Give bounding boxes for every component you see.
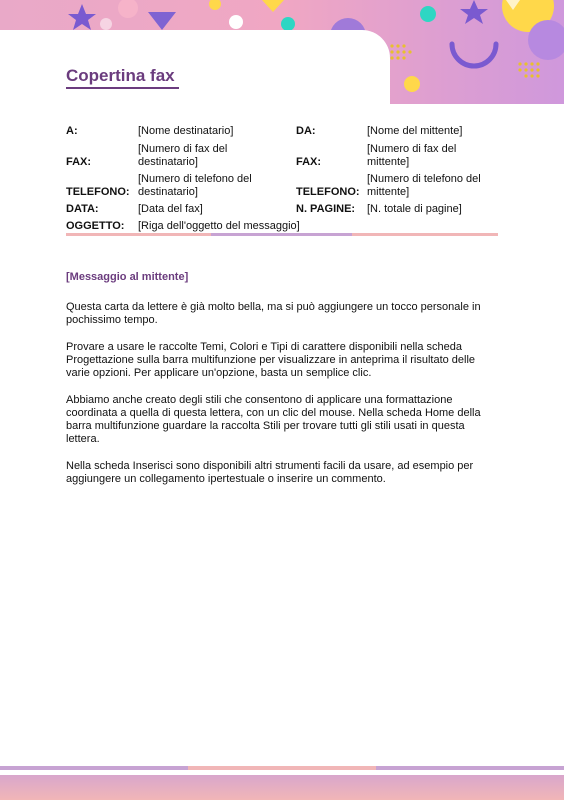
date-value[interactable]: [Data del fax] <box>138 203 203 215</box>
subject-value[interactable]: [Riga dell'oggetto del messaggio] <box>138 220 300 232</box>
pages-value[interactable]: [N. totale di pagine] <box>367 203 462 215</box>
message-body <box>66 271 498 500</box>
fields-divider <box>66 233 498 236</box>
header-white-panel <box>0 30 390 120</box>
fax-from-value[interactable]: [Numero di fax del mittente] <box>367 143 457 168</box>
from-value[interactable]: [Nome del mittente] <box>367 125 463 137</box>
message-paragraph[interactable]: Provare a usare le raccolte Temi, Colori e Tipi di carattere disponibili nella scheda Progettazione sulla barra multifunzione per visualizzare in anteprima il risultato delle varie opzioni. Per applicare un'opzione, basta un semplice clic. <box>66 341 476 379</box>
decorative-footer-band <box>0 766 564 800</box>
circle-shape <box>420 6 436 22</box>
phone-to-label: TELEFONO: <box>66 186 130 198</box>
fax-from-label: FAX: <box>296 156 322 168</box>
message-paragraph[interactable]: Questa carta da lettere è già molto bella, ma si può aggiungere un tocco personale in pochissimo tempo. <box>66 301 481 326</box>
message-paragraph[interactable]: Nella scheda Inserisci sono disponibili altri strumenti facili da usare, ad esempio per aggiungere un collegamento ipertestuale o inserire un commento. <box>66 460 474 485</box>
pages-label: N. PAGINE: <box>296 203 356 215</box>
subject-label: OGGETTO: <box>66 220 125 232</box>
phone-to-value[interactable]: [Numero di telefono del destinatario] <box>138 173 252 198</box>
to-value[interactable]: [Nome destinatario] <box>138 125 234 137</box>
phone-from-value[interactable]: [Numero di telefono del mittente] <box>367 173 481 198</box>
phone-from-label: TELEFONO: <box>296 186 360 198</box>
from-label: DA: <box>296 125 316 137</box>
message-greeting[interactable]: [Messaggio al mittente] <box>66 271 189 283</box>
document-title: Copertina fax <box>66 66 179 89</box>
fax-to-label: FAX: <box>66 156 92 168</box>
fax-to-value[interactable]: [Numero di fax del destinatario] <box>138 143 228 168</box>
date-label: DATA: <box>66 203 99 215</box>
message-paragraph[interactable]: Abbiamo anche creato degli stili che consentono di applicare una formattazione coordinata a quella di questa lettera, con un clic del mouse. Nella scheda Home della barra multifunzione guardare la raccolta Stili per trovare tutti gli stili usati in questa lettera. <box>66 394 481 445</box>
circle-shape <box>229 15 243 29</box>
circle-shape <box>281 17 295 31</box>
to-label: A: <box>66 125 78 137</box>
